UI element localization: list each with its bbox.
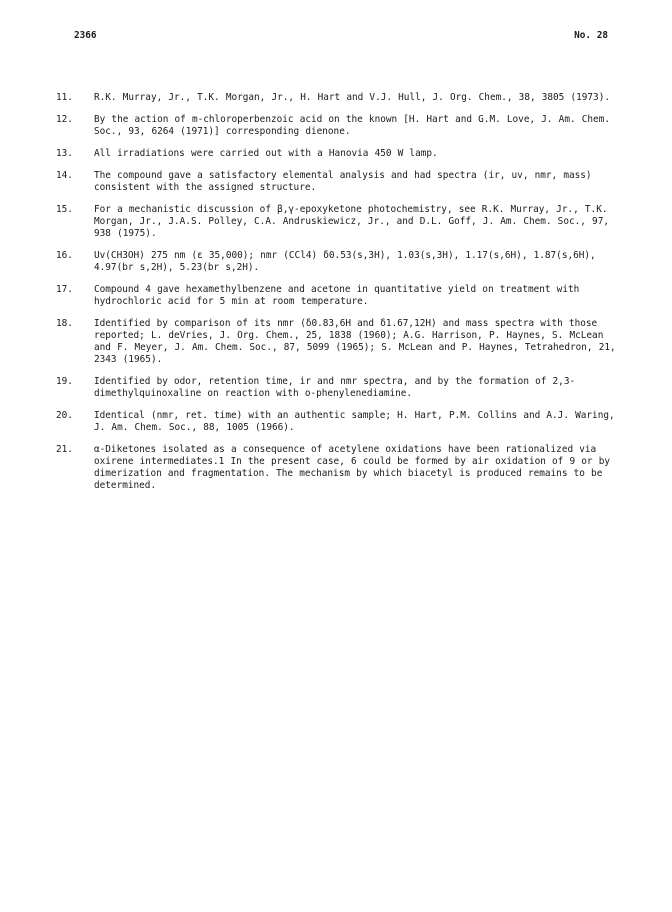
reference-text: Identical (nmr, ret. time) with an authentic sample; H. Hart, P.M. Collins and A.J. Waring, J. Am. Chem. Soc., 88, 1005 (1966). — [94, 410, 615, 433]
reference-16 — [56, 250, 616, 274]
issue-label: No. 28 — [574, 30, 608, 41]
reference-number: 20. — [56, 410, 73, 421]
reference-text: Compound 4 gave hexamethylbenzene and acetone in quantitative yield on treatment with hydrochloric acid for 5 min at room temperature. — [94, 284, 580, 307]
reference-15 — [56, 204, 616, 240]
reference-text: Identified by odor, retention time, ir and nmr spectra, and by the formation of 2,3-dimethylquinoxaline on reaction with o-phenylenediamine. — [94, 376, 576, 399]
reference-number: 17. — [56, 284, 73, 295]
reference-14 — [56, 170, 616, 194]
reference-12 — [56, 114, 616, 138]
reference-number: 18. — [56, 318, 73, 329]
reference-number: 16. — [56, 250, 73, 261]
reference-number: 21. — [56, 444, 73, 455]
reference-number: 13. — [56, 148, 73, 159]
reference-text: Identified by comparison of its nmr (δ0.83,6H and δ1.67,12H) and mass spectra with those reported; L. deVries, J. Org. Chem., 25, 1838 (1960); A.G. Harrison, P. Haynes, S. McLean and F. Meyer, J. Am. Chem. Soc., 87, 5099 (1965); S. McLean and P. Haynes, Tetrahedron, 21, 2343 (1965). — [94, 318, 616, 365]
reference-13 — [56, 148, 616, 160]
reference-20 — [56, 410, 616, 434]
reference-text: By the action of m-chloroperbenzoic acid on the known [H. Hart and G.M. Love, J. Am. Chem. Soc., 93, 6264 (1971)] corresponding dienone. — [94, 114, 610, 137]
reference-text: For a mechanistic discussion of β,γ-epoxyketone photochemistry, see R.K. Murray, Jr., T.K. Morgan, Jr., J.A.S. Polley, C.A. Andruskiewicz, Jr., and D.L. Goff, J. Am. Chem. Soc., 97, 938 (1975). — [94, 204, 609, 239]
reference-18 — [56, 318, 616, 366]
page-header — [74, 30, 608, 44]
reference-text: α-Diketones isolated as a consequence of acetylene oxidations have been rationalized via oxirene intermediates.1 In the present case, 6 could be formed by air oxidation of 9 or by dimerization and fragmentation. The mechanism by which biacetyl is produced remains to be determined. — [94, 444, 610, 491]
reference-number: 15. — [56, 204, 73, 215]
reference-number: 11. — [56, 92, 73, 103]
reference-21 — [56, 444, 616, 492]
reference-number: 14. — [56, 170, 73, 181]
reference-19 — [56, 376, 616, 400]
reference-text: The compound gave a satisfactory elemental analysis and had spectra (ir, uv, nmr, mass) consistent with the assigned structure. — [94, 170, 592, 193]
page-number: 2366 — [74, 30, 97, 41]
reference-text: R.K. Murray, Jr., T.K. Morgan, Jr., H. Hart and V.J. Hull, J. Org. Chem., 38, 3805 (1973). — [94, 92, 610, 103]
references-list — [56, 92, 616, 502]
reference-text: All irradiations were carried out with a Hanovia 450 W lamp. — [94, 148, 438, 159]
reference-11 — [56, 92, 616, 104]
reference-17 — [56, 284, 616, 308]
reference-text: Uv(CH3OH) 275 nm (ε 35,000); nmr (CCl4) δ0.53(s,3H), 1.03(s,3H), 1.17(s,6H), 1.87(s,6H), 4.97(br s,2H), 5.23(br s,2H). — [94, 250, 596, 273]
reference-number: 12. — [56, 114, 73, 125]
reference-number: 19. — [56, 376, 73, 387]
